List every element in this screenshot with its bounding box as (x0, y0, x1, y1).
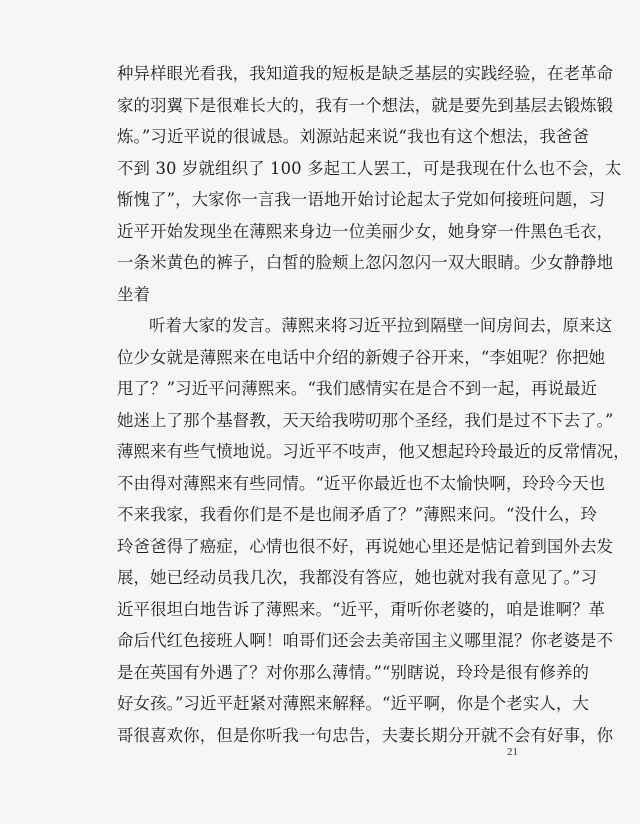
page-number: 21 (507, 746, 518, 758)
text-line-2: 家的羽翼下是很难长大的，我有一个想法，就是要先到基层去锻炼锻 (117, 95, 614, 115)
text-line-3: 炼。”习近平说的很诚恳。刘源站起来说“我也有这个想法，我爸爸 (117, 127, 589, 146)
text-line-1: 种异样眼光看我，我知道我的短板是缺乏基层的实践经验，在老革命 (117, 64, 614, 83)
text-line-12: 她迷上了那个基督教，天天给我唠叨那个圣经，我们是过不下去了。” (117, 410, 614, 430)
text-line-22: 哥很喜欢你，但是你听我一句忠告，夫妻长期分开就不会有好事，你 (117, 725, 614, 745)
body-text (117, 58, 630, 751)
text-line-13: 薄熙来有些气愤地说。习近平不吱声，他又想起玲玲最近的反常情况， (117, 442, 630, 461)
text-line-17: 展，她已经动员我几次，我都没有答应，她也就对我有意见了。”习 (117, 568, 598, 587)
text-line-10: 位少女就是薄熙来在电话中介绍的新嫂子谷开来，“李姐呢？你把她 (117, 347, 606, 367)
text-line-6: 近平开始发现坐在薄熙来身边一位美丽少女，她身穿一件黑色毛衣， (117, 221, 614, 241)
text-line-15: 不来我家，我看你们是不是也闹矛盾了？”薄熙来问。“没什么，玲 (117, 505, 598, 524)
text-line-18: 近平很坦白地告诉了薄熙来。“近平，甭听你老婆的，咱是谁啊？革 (117, 599, 606, 619)
text-line-4: 不到 30 岁就组织了 100 多起工人罢工，可是我现在什么也不会，太 (117, 158, 622, 178)
text-line-19: 命后代红色接班人啊！咱哥们还会去美帝国主义哪里混？你老婆是不 (117, 631, 614, 650)
text-line-20: 是在英国有外遇了？对你那么薄情。”“别瞎说，玲玲是很有修养的 (117, 662, 589, 682)
text-line-8: 坐着 (117, 284, 151, 304)
text-line-7: 一条米黄色的裤子，白皙的脸颊上忽闪忽闪一双大眼睛。少女静静地 (117, 253, 614, 272)
text-line-21: 好女孩。”习近平赶紧对薄熙来解释。“近平啊，你是个老实人，大 (117, 694, 589, 713)
text-line-14: 不由得对薄熙来有些同情。“近平你最近也不太愉快啊，玲玲今天也 (117, 473, 606, 493)
text-line-11: 甩了？”习近平问薄熙来。“我们感情实在是合不到一起，再说最近 (117, 379, 598, 398)
text-line-9: 听着大家的发言。薄熙来将习近平拉到隔壁一间房间去，原来这 (149, 316, 613, 335)
text-line-16: 玲爸爸得了癌症，心情也很不好，再说她心里还是惦记着到国外去发 (117, 536, 614, 556)
text-line-5: 惭愧了”，大家你一言我一语地开始讨论起太子党如何接班问题，习 (117, 190, 606, 209)
